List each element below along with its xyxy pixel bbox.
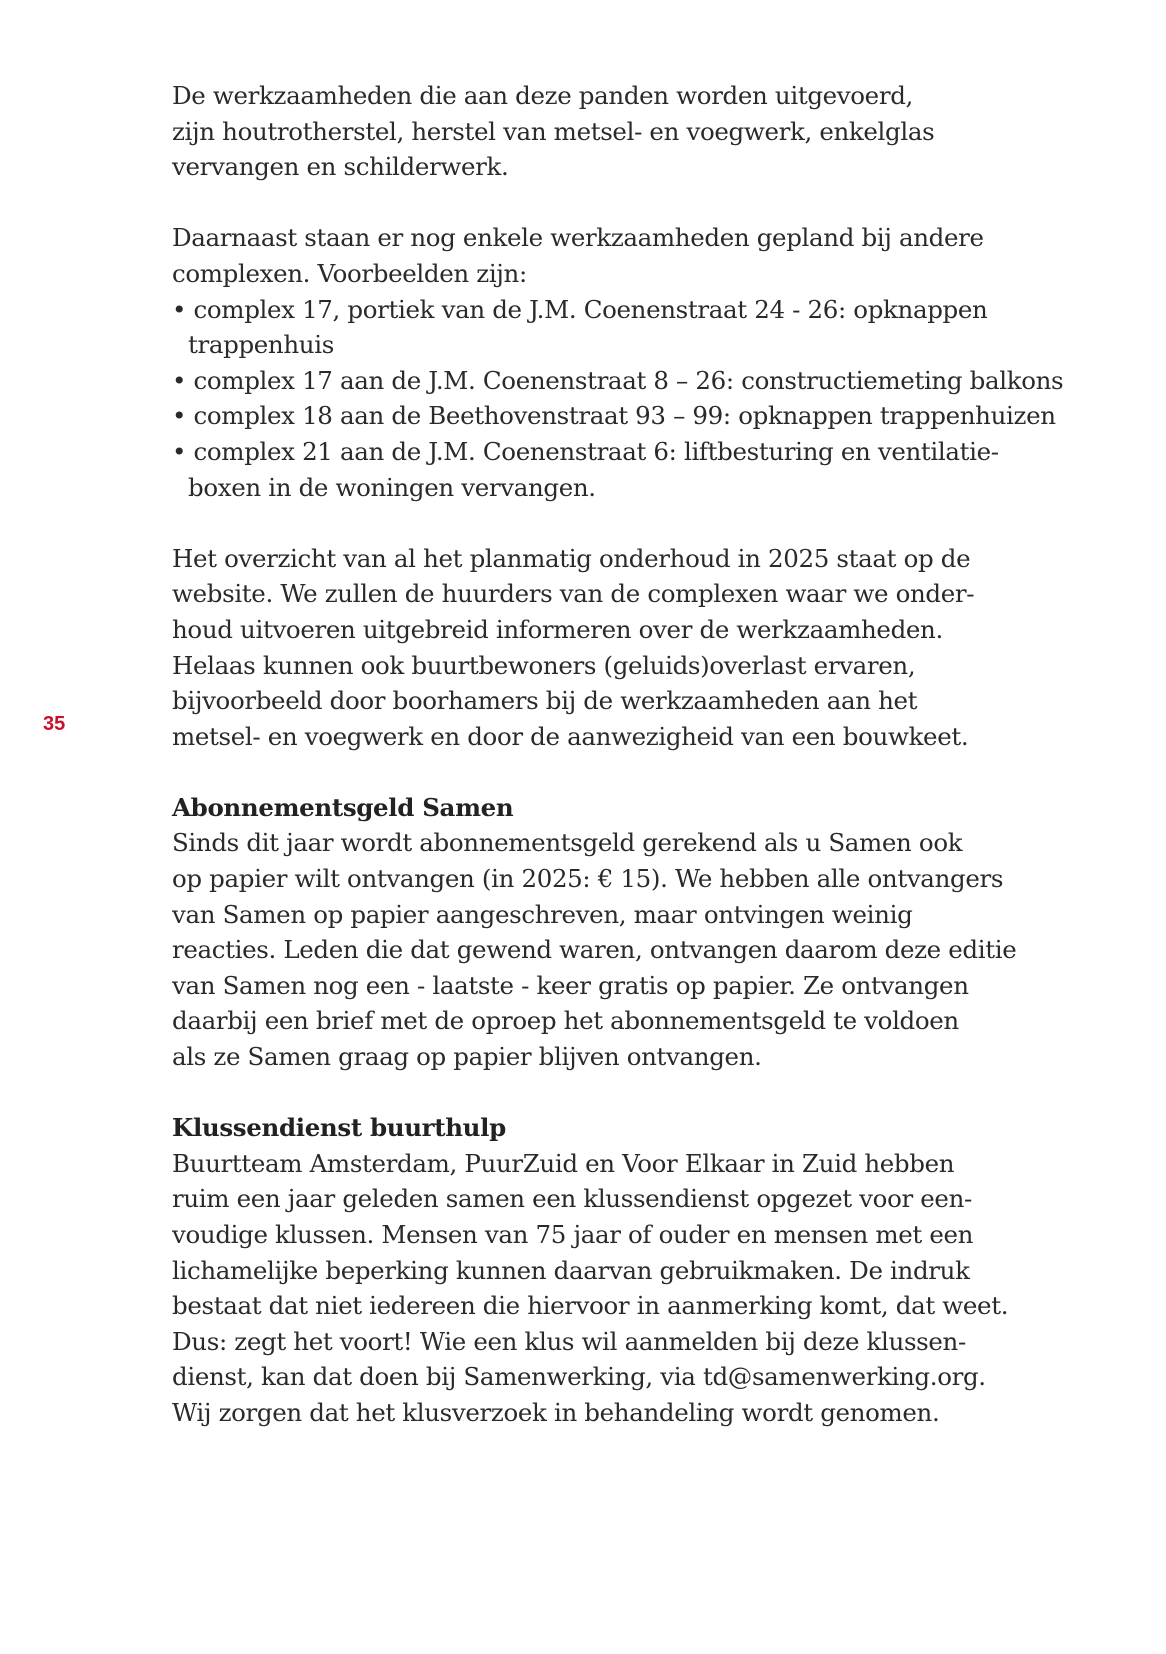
bullet-list: [172, 292, 1064, 506]
bullet-text: • complex 17, portiek van de J.M. Coenenstraat 24 - 26: opknappen: [172, 294, 988, 324]
list-item: [172, 434, 1012, 505]
text-line: Sinds dit jaar wordt abonnementsgeld gerekend als u Samen ook: [172, 828, 963, 858]
overview-paragraph: [172, 541, 1012, 755]
bullet-text: • complex 18 aan de Beethovenstraat 93 – 99: opknappen trappenhuizen: [172, 401, 1056, 431]
section-heading: Klussendienst buurthulp: [172, 1113, 506, 1143]
list-item: [172, 363, 1064, 399]
text-line: bestaat dat niet iedereen die hiervoor in aanmerking komt, dat weet.: [172, 1291, 1009, 1321]
text-line: Wij zorgen dat het klusverzoek in behandeling wordt genomen.: [172, 1397, 940, 1427]
text-line: Dus: zegt het voort! Wie een klus wil aanmelden bij deze klussen-: [172, 1326, 966, 1356]
text-line: Buurtteam Amsterdam, PuurZuid en Voor Elkaar in Zuid hebben: [172, 1148, 955, 1178]
planned-work-paragraph: [172, 220, 1064, 505]
text-line: daarbij een brief met de oproep het abonnementsgeld te voldoen: [172, 1006, 959, 1036]
text-line: bijvoorbeeld door boorhamers bij de werkzaamheden aan het: [172, 686, 918, 716]
text-line: metsel- en voegwerk en door de aanwezigheid van een bouwkeet.: [172, 721, 969, 751]
page-number: 35: [43, 713, 66, 735]
text-line: als ze Samen graag op papier blijven ontvangen.: [172, 1042, 762, 1072]
text-line: De werkzaamheden die aan deze panden worden uitgevoerd,: [172, 81, 913, 110]
text-line: voudige klussen. Mensen van 75 jaar of ouder en mensen met een: [172, 1220, 974, 1249]
text-line: complexen. Voorbeelden zijn:: [172, 258, 527, 288]
text-line: website. We zullen de huurders van de complexen waar we onder-: [172, 579, 975, 609]
paragraph-spacer: [172, 505, 1012, 541]
paragraph-spacer: [172, 754, 1012, 790]
list-item: [172, 292, 1012, 363]
text-line: van Samen nog een - laatste - keer gratis op papier. Ze ontvangen: [172, 970, 969, 1000]
text-line: lichamelijke beperking kunnen daarvan gebruikmaken. De indruk: [172, 1255, 970, 1285]
list-item: [172, 398, 1056, 434]
text-line-with-email: dienst, kan dat doen bij Samenwerking, via td@samenwerking.org.: [172, 1362, 986, 1392]
text-line: vervangen en schilderwerk.: [172, 152, 509, 182]
article-body: [172, 78, 1064, 1431]
intro-paragraph: [172, 78, 1012, 185]
handyman-section: [172, 1110, 1012, 1430]
text-line: Daarnaast staan er nog enkele werkzaamheden gepland bij andere: [172, 223, 984, 253]
bullet-text: • complex 21 aan de J.M. Coenenstraat 6: liftbesturing en ventilatie-: [172, 436, 999, 466]
subscription-section: [172, 790, 1017, 1075]
section-heading: Abonnementsgeld Samen: [172, 792, 514, 822]
paragraph-spacer: [172, 1075, 1012, 1111]
text-line: Het overzicht van al het planmatig onderhoud in 2025 staat op de: [172, 543, 971, 573]
text-line: houd uitvoeren uitgebreid informeren over de werkzaamheden.: [172, 614, 943, 644]
paragraph-spacer: [172, 185, 1012, 221]
bullet-text: • complex 17 aan de J.M. Coenenstraat 8 – 26: constructiemeting balkons: [172, 365, 1064, 395]
text-line: reacties. Leden die dat gewend waren, ontvangen daarom deze editie: [172, 935, 1017, 965]
text-line: Helaas kunnen ook buurtbewoners (geluids)overlast ervaren,: [172, 650, 916, 680]
bullet-text-continuation: boxen in de woningen vervangen.: [188, 472, 596, 502]
text-line: zijn houtrotherstel, herstel van metsel- en voegwerk, enkelglas: [172, 116, 935, 146]
text-line: van Samen op papier aangeschreven, maar ontvingen weinig: [172, 899, 913, 929]
text-line: op papier wilt ontvangen (in 2025: € 15). We hebben alle ontvangers: [172, 864, 1004, 894]
text-line: ruim een jaar geleden samen een klussendienst opgezet voor een-: [172, 1184, 972, 1214]
bullet-text-continuation: trappenhuis: [188, 330, 334, 360]
